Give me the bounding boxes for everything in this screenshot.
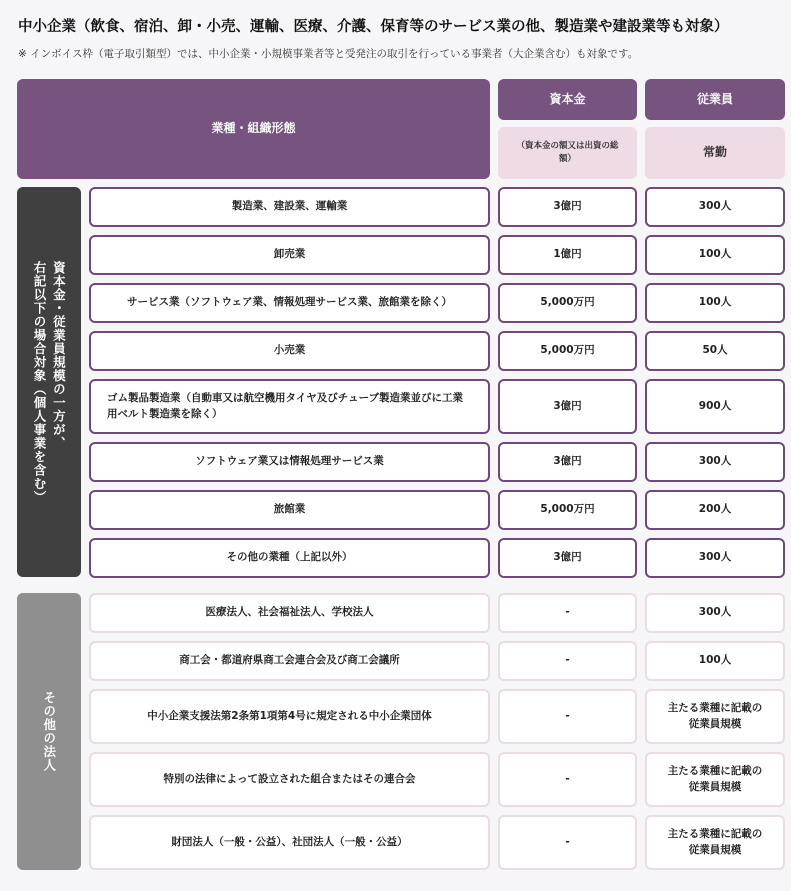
g1-row8-industry: その他の業種（上記以外） (89, 538, 490, 578)
g1-row1-industry: 製造業、建設業、運輸業 (89, 187, 490, 227)
g1-row3-industry: サービス業（ソフトウェア業、情報処理サービス業、旅館業を除く） (89, 283, 490, 323)
g1-row7-industry: 旅館業 (89, 490, 490, 530)
page-title: 中小企業（飲食、宿泊、卸・小売、運輸、医療、介護、保育等のサービス業の他、製造業や建設業等も対象） (18, 19, 729, 35)
g2-row3-capital: - (498, 689, 637, 744)
g2-row2-industry: 商工会・都道府県商工会連合会及び商工会議所 (89, 641, 490, 681)
g1-row2-capital: 1億円 (498, 235, 637, 275)
group2-label (17, 593, 81, 870)
g2-row3-employees: 主たる業種に記載の従業員規模 (645, 689, 785, 744)
g2-row4-capital: - (498, 752, 637, 807)
g1-row5-industry: ゴム製品製造業（自動車又は航空機用タイヤ及びチューブ製造業並びに工業用ベルト製造業を除く） (89, 379, 490, 434)
g1-row2-industry: 卸売業 (89, 235, 490, 275)
group1-label-col2: 右記以下の場合対象（個人事業を含む） (32, 260, 47, 504)
group1-label-text (30, 261, 69, 504)
header-capital-note: （資本金の額又は出資の総額） (498, 127, 637, 179)
g1-row1-capital: 3億円 (498, 187, 637, 227)
g1-row6-capital: 3億円 (498, 442, 637, 482)
invoice-note: ※ インボイス枠（電子取引類型）では、中小企業・小規模事業者等と受発注の取引を行っている事業者（大企業含む）も対象です。 (18, 48, 639, 60)
g1-row8-employees: 300人 (645, 538, 785, 578)
g2-row5-industry: 財団法人（一般・公益）、社団法人（一般・公益） (89, 815, 490, 870)
g2-row4-employees: 主たる業種に記載の従業員規模 (645, 752, 785, 807)
header-employees-note: 常勤 (645, 127, 785, 179)
g1-row4-employees: 50人 (645, 331, 785, 371)
g2-row2-capital: - (498, 641, 637, 681)
g2-row3-industry: 中小企業支援法第2条第1項第4号に規定される中小企業団体 (89, 689, 490, 744)
g2-row5-employees: 主たる業種に記載の従業員規模 (645, 815, 785, 870)
g1-row5-employees: 900人 (645, 379, 785, 434)
g1-row3-employees: 100人 (645, 283, 785, 323)
g1-row2-employees: 100人 (645, 235, 785, 275)
g1-row4-industry: 小売業 (89, 331, 490, 371)
group1-label (17, 187, 81, 577)
g2-row1-industry: 医療法人、社会福祉法人、学校法人 (89, 593, 490, 633)
header-capital: 資本金 (498, 79, 637, 120)
header-industry: 業種・組織形態 (17, 79, 490, 179)
g1-row7-capital: 5,000万円 (498, 490, 637, 530)
g1-row7-employees: 200人 (645, 490, 785, 530)
g2-row1-capital: - (498, 593, 637, 633)
g1-row5-capital: 3億円 (498, 379, 637, 434)
g1-row3-capital: 5,000万円 (498, 283, 637, 323)
g1-row6-employees: 300人 (645, 442, 785, 482)
group1-label-col1: 資本金・従業員規模の一方が、 (51, 260, 67, 450)
g2-row1-employees: 300人 (645, 593, 785, 633)
g2-row2-employees: 100人 (645, 641, 785, 681)
header-employees: 従業員 (645, 79, 785, 120)
g1-row1-employees: 300人 (645, 187, 785, 227)
g2-row4-industry: 特別の法律によって設立された組合またはその連合会 (89, 752, 490, 807)
g1-row4-capital: 5,000万円 (498, 331, 637, 371)
group2-label-text: その他の法人 (41, 691, 57, 772)
g1-row6-industry: ソフトウェア業又は情報処理サービス業 (89, 442, 490, 482)
g2-row5-capital: - (498, 815, 637, 870)
g1-row8-capital: 3億円 (498, 538, 637, 578)
